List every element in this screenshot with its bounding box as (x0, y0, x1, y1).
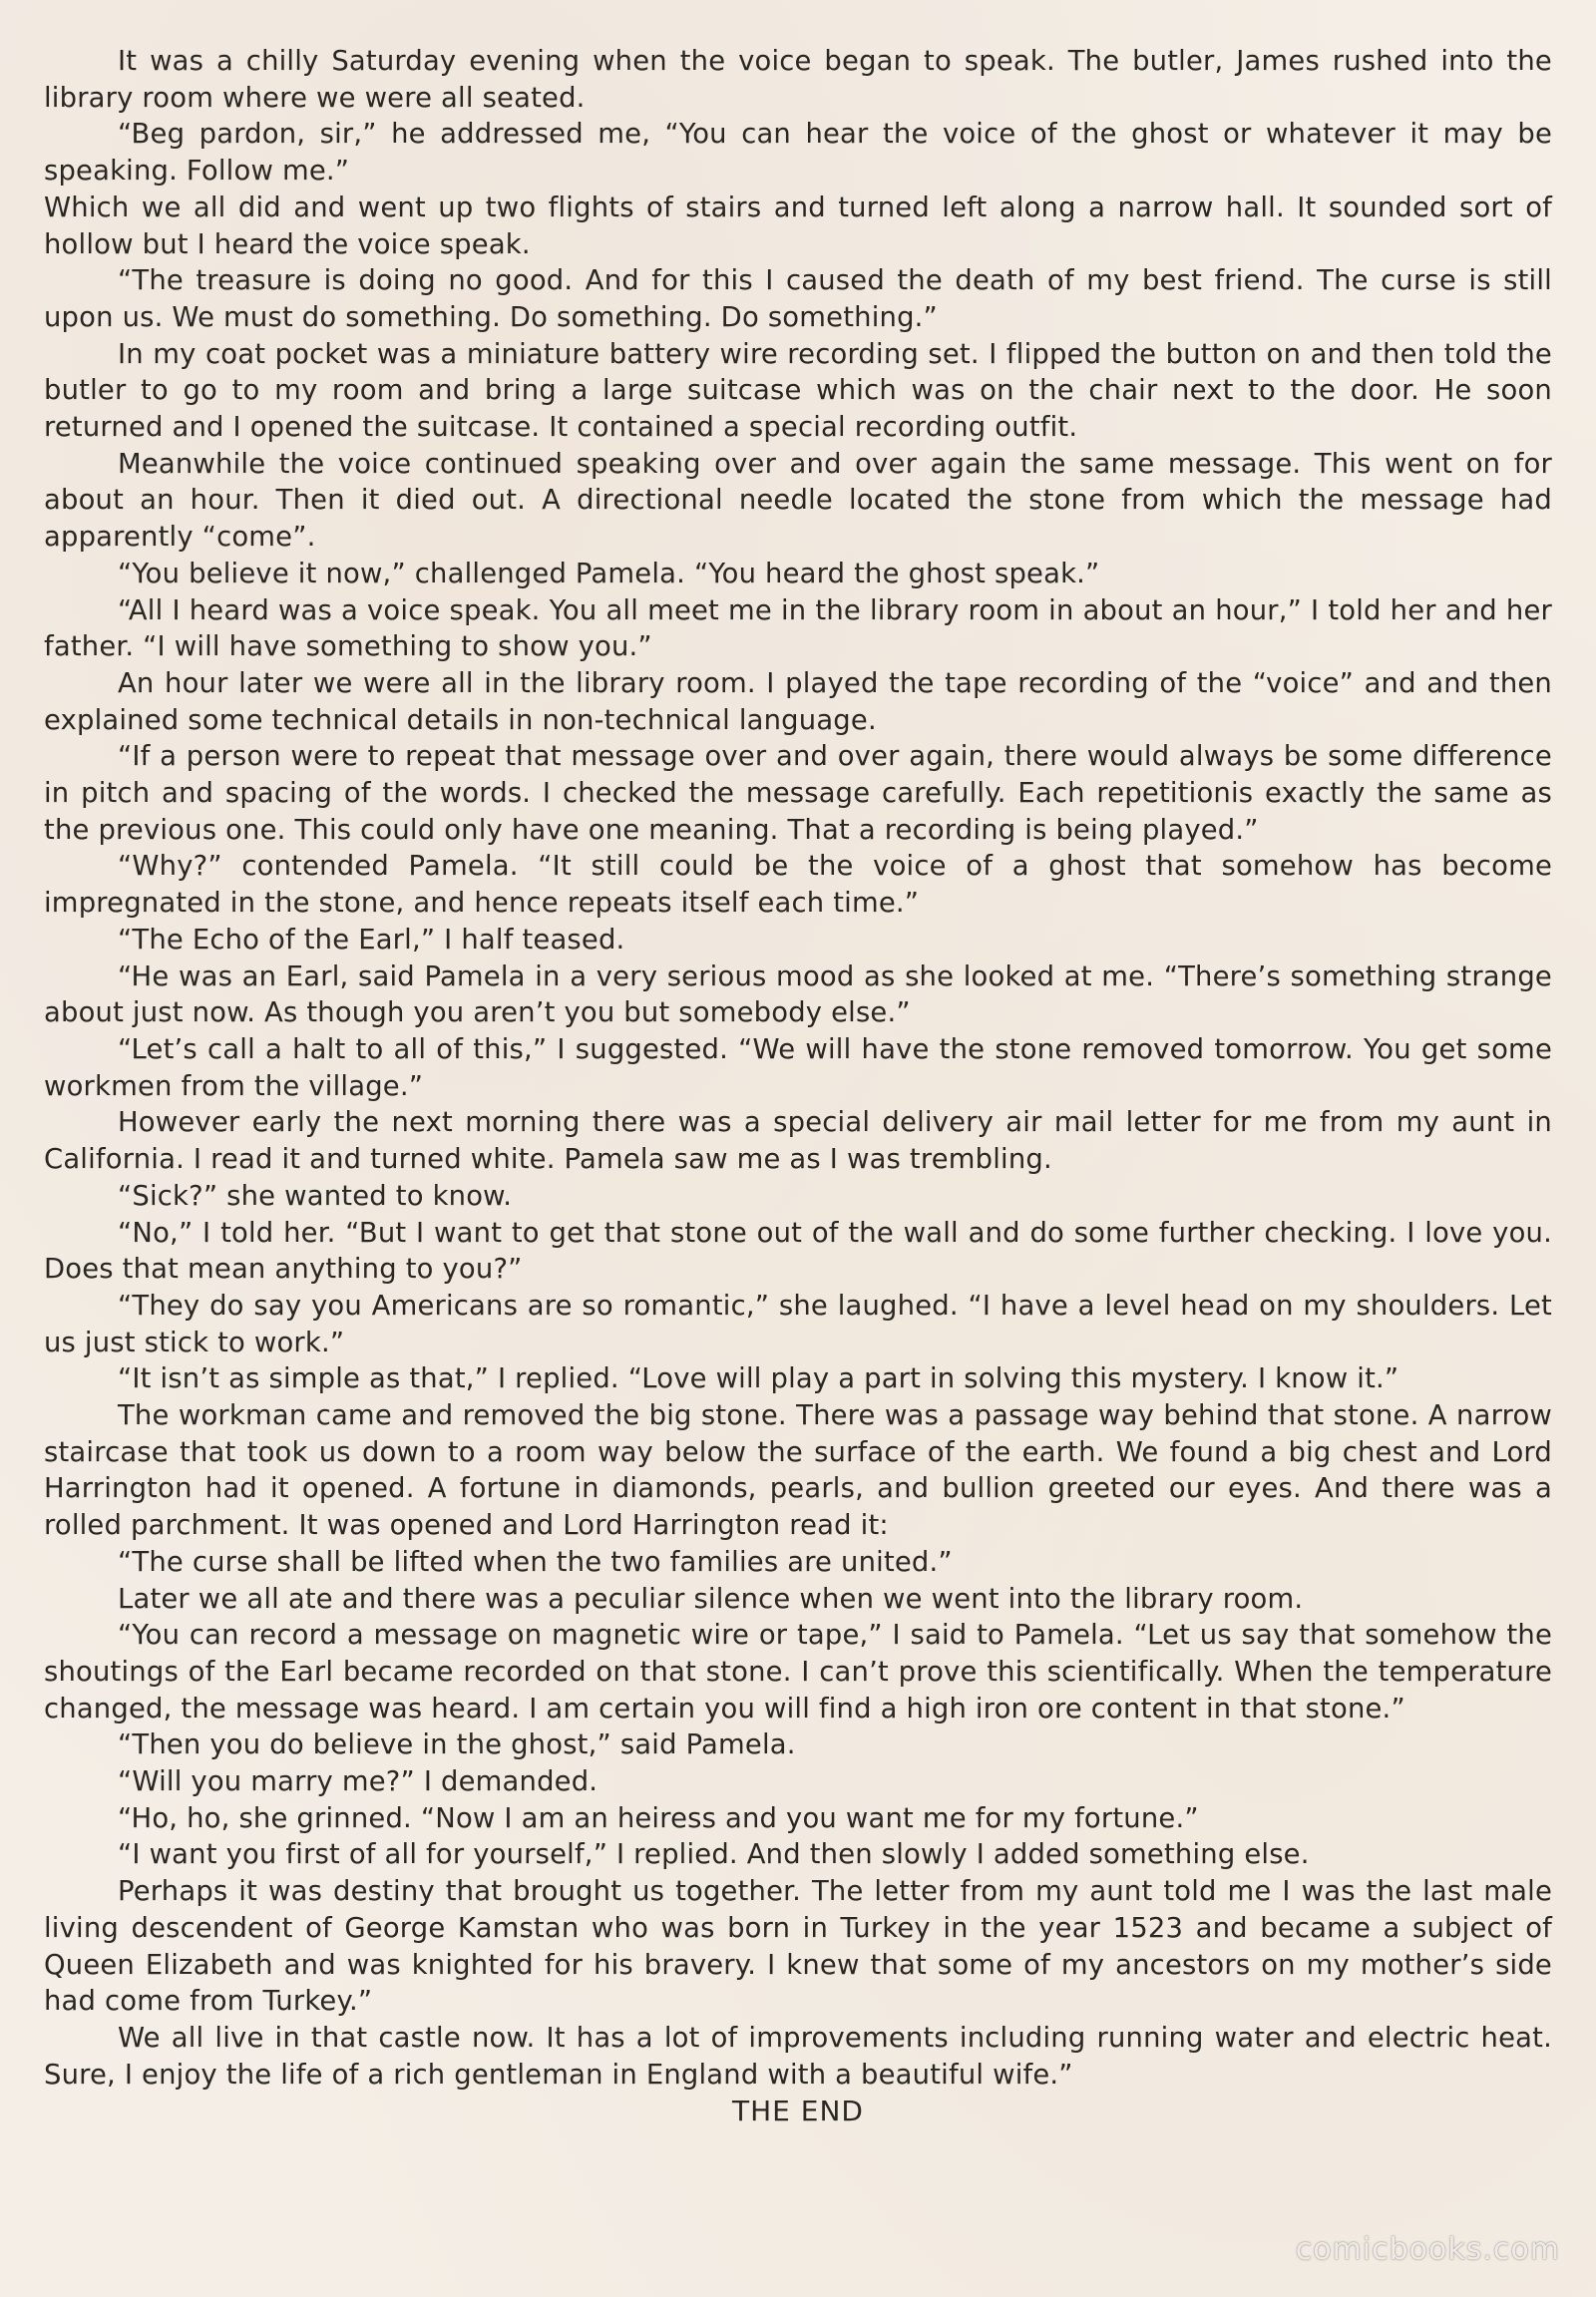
paragraph-7: “You believe it now,” challenged Pamela. “You heard the ghost speak.” (118, 558, 1100, 589)
paragraph-29: We all live in that castle now. It has a lot of improvements including running water and electric heat. Sure, I enjoy the life of a rich gentleman in England with a beautiful wife.” (44, 2022, 1552, 2091)
paragraph-8: “All I heard was a voice speak. You all meet me in the library room in about an hour,” I told her and her father. “I will have something to show you.” (44, 594, 1552, 663)
paragraph-18: “They do say you Americans are so romantic,” she laughed. “I have a level head on my shoulders. Let us just stick to work.” (44, 1290, 1552, 1358)
paragraph-21: “The curse shall be lifted when the two families are united.” (118, 1546, 953, 1578)
paragraph-23: “You can record a message on magnetic wire or tape,” I said to Pamela. “Let us say that somehow the shoutings of the Earl became recorded on that stone. I can’t prove this scientifically. When the temperature changed, the message was heard. I am certain you will find a high iron ore content in that stone.” (44, 1620, 1552, 1724)
paragraph-13: “He was an Earl, said Pamela in a very serious mood as she looked at me. “There’s something strange about just now. As though you aren’t you but somebody else.” (44, 960, 1552, 1029)
the-end-label: THE END (732, 2095, 864, 2128)
paragraph-15: However early the next morning there was a special delivery air mail letter for me from my aunt in California. I read it and turned white. Pamela saw me as I was trembling. (44, 1107, 1552, 1176)
paragraph-16: “Sick?” she wanted to know. (118, 1180, 513, 1212)
paragraph-20: The workman came and removed the big stone. There was a passage way behind that stone. A narrow staircase that took us down to a room way below the surface of the earth. We found a big chest and Lord Harrington had it opened. A fortune in diamonds, pearls, and bullion greeted our eyes. And there was a rolled parchment. It was opened and Lord Harrington read it: (44, 1400, 1552, 1542)
paragraph-26: “Ho, ho, she grinned. “Now I am an heiress and you want me for my fortune.” (118, 1802, 1199, 1834)
paragraph-2: “Beg pardon, sir,” he addressed me, “You can hear the voice of the ghost or whatever it may be speaking. Follow me.” (44, 119, 1552, 188)
paragraph-1: It was a chilly Saturday evening when the voice began to speak. The butler, James rushed into the library room where we were all seated. (44, 46, 1552, 114)
paragraph-4: “The treasure is doing no good. And for this I caused the death of my best friend. The curse is still upon us. We must do something. Do something. Do something.” (44, 265, 1552, 333)
paragraph-10: “If a person were to repeat that message over and over again, there would always be some difference in pitch and spacing of the words. I checked the message carefully. Each repetitionis exactly the same as the previous one. This could only have one meaning. That a recording is being played.” (44, 741, 1552, 846)
paragraph-28: Perhaps it was destiny that brought us together. The letter from my aunt told me I was the last male living descendent of George Kamstan who was born in Turkey in the year 1523 and became a subject of Queen Elizabeth and was knighted for his bravery. I knew that some of my ancestors on my mother’s side had come from Turkey.” (44, 1876, 1552, 2018)
paragraph-19: “It isn’t as simple as that,” I replied. “Love will play a part in solving this mystery. I know it.” (118, 1363, 1399, 1395)
paragraph-17: “No,” I told her. “But I want to get that stone out of the wall and do some further checking. I love you. Does that mean anything to you?” (44, 1217, 1552, 1286)
paragraph-22: Later we all ate and there was a peculiar silence when we went into the library room. (118, 1583, 1304, 1615)
paragraph-27: “I want you first of all for yourself,” I replied. And then slowly I added something else. (118, 1839, 1310, 1871)
paragraph-14: “Let’s call a halt to all of this,” I suggested. “We will have the stone removed tomorrow. You get some workmen from the village.” (44, 1033, 1552, 1102)
paragraph-9: An hour later we were all in the library room. I played the tape recording of the “voice” and and then explained some technical details in non-technical language. (44, 667, 1552, 736)
site-watermark: comicbooks.com (1295, 2232, 1560, 2267)
paragraph-24: “Then you do believe in the ghost,” said Pamela. (118, 1729, 796, 1761)
paragraph-6: Meanwhile the voice continued speaking over and over again the same message. This went on for about an hour. Then it died out. A directional needle located the stone from which the message had apparently “come”. (44, 448, 1552, 554)
paragraph-3: Which we all did and went up two flights of stairs and turned left along a narrow hall. It sounded sort of hollow but I heard the voice speak. (44, 191, 1552, 260)
paragraph-25: “Will you marry me?” I demanded. (118, 1766, 598, 1798)
story-page (44, 44, 1552, 2130)
paragraph-11: “Why?” contended Pamela. “It still could be the voice of a ghost that somehow has become impregnated in the stone, and hence repeats itself each time.” (44, 851, 1552, 920)
paragraph-5: In my coat pocket was a miniature battery wire recording set. I flipped the button on and then told the butler to go to my room and bring a large suitcase which was on the chair next to the door. He soon returned and I opened the suitcase. It contained a special recording outfit. (44, 338, 1552, 444)
paragraph-12: “The Echo of the Earl,” I half teased. (118, 924, 625, 956)
